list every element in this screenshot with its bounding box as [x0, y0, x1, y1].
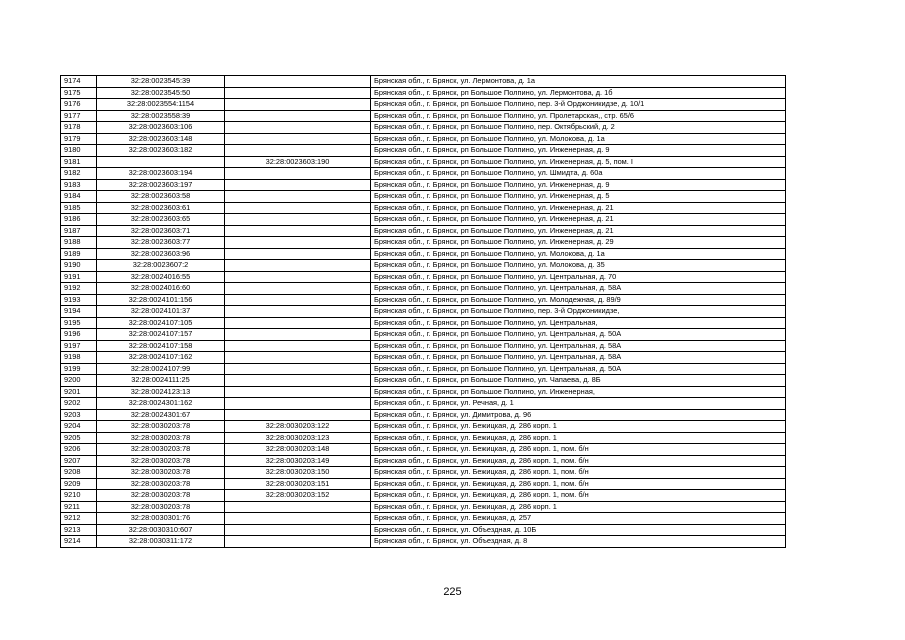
- cadastral-number-cell: 32:28:0030203:78: [97, 455, 225, 467]
- row-number-cell: 9193: [61, 294, 97, 306]
- address-cell: Брянская обл., г. Брянск, рп Большое Полпино, ул. Центральная,: [371, 317, 786, 329]
- address-cell: Брянская обл., г. Брянск, ул. Бежицкая, д. 286 корп. 1, пом. б/н: [371, 455, 786, 467]
- table-row: [61, 409, 786, 421]
- table-row: [61, 306, 786, 318]
- cadastral-number-cell: 32:28:0024123:13: [97, 386, 225, 398]
- parent-cadastral-number-cell: [225, 225, 371, 237]
- table-row: [61, 179, 786, 191]
- parent-cadastral-number-cell: [225, 524, 371, 536]
- parent-cadastral-number-cell: [225, 386, 371, 398]
- row-number-cell: 9176: [61, 99, 97, 111]
- cadastral-number-cell: 32:28:0023603:194: [97, 168, 225, 180]
- address-cell: Брянская обл., г. Брянск, ул. Бежицкая, д. 286 корп. 1, пом. б/н: [371, 467, 786, 479]
- row-number-cell: 9195: [61, 317, 97, 329]
- row-number-cell: 9192: [61, 283, 97, 295]
- table-row: [61, 501, 786, 513]
- cadastral-number-cell: 32:28:0030301:76: [97, 513, 225, 525]
- parent-cadastral-number-cell: [225, 110, 371, 122]
- row-number-cell: 9186: [61, 214, 97, 226]
- cadastral-number-cell: 32:28:0030203:78: [97, 421, 225, 433]
- parent-cadastral-number-cell: [225, 329, 371, 341]
- address-cell: Брянская обл., г. Брянск, рп Большое Полпино, пер. 3-й Орджоникидзе, д. 10/1: [371, 99, 786, 111]
- row-number-cell: 9210: [61, 490, 97, 502]
- address-cell: Брянская обл., г. Брянск, рп Большое Полпино, ул. Инженерная, д. 21: [371, 202, 786, 214]
- cadastral-number-cell: 32:28:0024107:162: [97, 352, 225, 364]
- address-cell: Брянская обл., г. Брянск, ул. Бежицкая, д. 286 корп. 1: [371, 421, 786, 433]
- cadastral-number-cell: 32:28:0030203:78: [97, 444, 225, 456]
- cadastral-number-cell: 32:28:0023603:106: [97, 122, 225, 134]
- table-row: [61, 317, 786, 329]
- address-cell: Брянская обл., г. Брянск, ул. Объездная, д. 8: [371, 536, 786, 548]
- table-row: [61, 99, 786, 111]
- address-cell: Брянская обл., г. Брянск, рп Большое Полпино, пер. 3-й Орджоникидзе,: [371, 306, 786, 318]
- address-cell: Брянская обл., г. Брянск, рп Большое Полпино, ул. Лермонтова, д. 1б: [371, 87, 786, 99]
- row-number-cell: 9191: [61, 271, 97, 283]
- cadastral-number-cell: 32:28:0024111:25: [97, 375, 225, 387]
- parent-cadastral-number-cell: [225, 179, 371, 191]
- address-cell: Брянская обл., г. Брянск, рп Большое Полпино, ул. Молокова, д. 35: [371, 260, 786, 272]
- table-row: [61, 386, 786, 398]
- parent-cadastral-number-cell: [225, 87, 371, 99]
- address-cell: Брянская обл., г. Брянск, рп Большое Полпино, ул. Инженерная, д. 21: [371, 214, 786, 226]
- cadastral-number-cell: 32:28:0023603:197: [97, 179, 225, 191]
- table-row: [61, 340, 786, 352]
- row-number-cell: 9182: [61, 168, 97, 180]
- parent-cadastral-number-cell: [225, 306, 371, 318]
- cadastral-number-cell: 32:28:0023545:50: [97, 87, 225, 99]
- table-row: [61, 398, 786, 410]
- row-number-cell: 9178: [61, 122, 97, 134]
- row-number-cell: 9175: [61, 87, 97, 99]
- address-cell: Брянская обл., г. Брянск, рп Большое Полпино, ул. Чапаева, д. 8Б: [371, 375, 786, 387]
- cadastral-number-cell: 32:28:0023554:1154: [97, 99, 225, 111]
- address-cell: Брянская обл., г. Брянск, рп Большое Полпино, ул. Инженерная, д. 21: [371, 225, 786, 237]
- parent-cadastral-number-cell: [225, 398, 371, 410]
- parent-cadastral-number-cell: [225, 294, 371, 306]
- table-row: [61, 536, 786, 548]
- table-row: [61, 444, 786, 456]
- cadastral-number-cell: 32:28:0024107:99: [97, 363, 225, 375]
- parent-cadastral-number-cell: [225, 352, 371, 364]
- table-row: [61, 467, 786, 479]
- table-row: [61, 329, 786, 341]
- parent-cadastral-number-cell: [225, 501, 371, 513]
- row-number-cell: 9183: [61, 179, 97, 191]
- address-cell: Брянская обл., г. Брянск, рп Большое Полпино, ул. Центральная, д. 50А: [371, 363, 786, 375]
- table-row: [61, 110, 786, 122]
- table-row: [61, 214, 786, 226]
- cadastral-number-cell: 32:28:0030311:172: [97, 536, 225, 548]
- table-row: [61, 225, 786, 237]
- row-number-cell: 9201: [61, 386, 97, 398]
- row-number-cell: 9196: [61, 329, 97, 341]
- cadastral-number-cell: 32:28:0023603:65: [97, 214, 225, 226]
- address-cell: Брянская обл., г. Брянск, рп Большое Полпино, ул. Инженерная, д. 5, пом. I: [371, 156, 786, 168]
- parent-cadastral-number-cell: [225, 99, 371, 111]
- row-number-cell: 9207: [61, 455, 97, 467]
- table-row: [61, 168, 786, 180]
- address-cell: Брянская обл., г. Брянск, рп Большое Полпино, ул. Центральная, д. 50А: [371, 329, 786, 341]
- register-table-body: [61, 76, 786, 548]
- cadastral-number-cell: 32:28:0024107:157: [97, 329, 225, 341]
- row-number-cell: 9198: [61, 352, 97, 364]
- row-number-cell: 9209: [61, 478, 97, 490]
- address-cell: Брянская обл., г. Брянск, рп Большое Полпино, ул. Центральная, д. 70: [371, 271, 786, 283]
- row-number-cell: 9181: [61, 156, 97, 168]
- cadastral-number-cell: 32:28:0030203:78: [97, 478, 225, 490]
- table-row: [61, 156, 786, 168]
- parent-cadastral-number-cell: 32:28:0030203:149: [225, 455, 371, 467]
- table-row: [61, 352, 786, 364]
- cadastral-number-cell: 32:28:0023607:2: [97, 260, 225, 272]
- row-number-cell: 9174: [61, 76, 97, 88]
- table-row: [61, 375, 786, 387]
- parent-cadastral-number-cell: [225, 363, 371, 375]
- parent-cadastral-number-cell: [225, 283, 371, 295]
- parent-cadastral-number-cell: [225, 237, 371, 249]
- parent-cadastral-number-cell: [225, 202, 371, 214]
- address-cell: Брянская обл., г. Брянск, ул. Бежицкая, д. 286 корп. 1, пом. б/н: [371, 478, 786, 490]
- table-row: [61, 271, 786, 283]
- parent-cadastral-number-cell: [225, 122, 371, 134]
- row-number-cell: 9179: [61, 133, 97, 145]
- table-row: [61, 133, 786, 145]
- cadastral-number-cell: 32:28:0030203:78: [97, 467, 225, 479]
- address-cell: Брянская обл., г. Брянск, рп Большое Полпино, ул. Пролетарская,, стр. 65/6: [371, 110, 786, 122]
- cadastral-number-cell: 32:28:0023603:58: [97, 191, 225, 203]
- parent-cadastral-number-cell: 32:28:0030203:122: [225, 421, 371, 433]
- address-cell: Брянская обл., г. Брянск, рп Большое Полпино, ул. Инженерная, д. 29: [371, 237, 786, 249]
- parent-cadastral-number-cell: [225, 536, 371, 548]
- address-cell: Брянская обл., г. Брянск, ул. Бежицкая, д. 286 корп. 1: [371, 432, 786, 444]
- cadastral-number-cell: 32:28:0030203:78: [97, 432, 225, 444]
- cadastral-number-cell: 32:28:0023603:61: [97, 202, 225, 214]
- parent-cadastral-number-cell: [225, 317, 371, 329]
- row-number-cell: 9190: [61, 260, 97, 272]
- parent-cadastral-number-cell: [225, 340, 371, 352]
- cadastral-number-cell: 32:28:0030203:78: [97, 501, 225, 513]
- row-number-cell: 9194: [61, 306, 97, 318]
- table-row: [61, 260, 786, 272]
- parent-cadastral-number-cell: [225, 248, 371, 260]
- address-cell: Брянская обл., г. Брянск, ул. Объездная, д. 10Б: [371, 524, 786, 536]
- row-number-cell: 9177: [61, 110, 97, 122]
- table-row: [61, 202, 786, 214]
- table-row: [61, 524, 786, 536]
- parent-cadastral-number-cell: [225, 260, 371, 272]
- address-cell: Брянская обл., г. Брянск, рп Большое Полпино, ул. Центральная, д. 58А: [371, 352, 786, 364]
- address-cell: Брянская обл., г. Брянск, рп Большое Полпино, ул. Центральная, д. 58А: [371, 283, 786, 295]
- row-number-cell: 9206: [61, 444, 97, 456]
- address-cell: Брянская обл., г. Брянск, ул. Лермонтова, д. 1а: [371, 76, 786, 88]
- table-row: [61, 191, 786, 203]
- cadastral-number-cell: 32:28:0023558:39: [97, 110, 225, 122]
- cadastral-number-cell: 32:28:0024107:158: [97, 340, 225, 352]
- table-row: [61, 283, 786, 295]
- table-row: [61, 294, 786, 306]
- parent-cadastral-number-cell: [225, 375, 371, 387]
- cadastral-number-cell: 32:28:0024101:37: [97, 306, 225, 318]
- row-number-cell: 9205: [61, 432, 97, 444]
- row-number-cell: 9184: [61, 191, 97, 203]
- row-number-cell: 9187: [61, 225, 97, 237]
- cadastral-number-cell: 32:28:0023603:148: [97, 133, 225, 145]
- cadastral-number-cell: [97, 156, 225, 168]
- table-row: [61, 76, 786, 88]
- address-cell: Брянская обл., г. Брянск, рп Большое Полпино, ул. Инженерная,: [371, 386, 786, 398]
- parent-cadastral-number-cell: [225, 133, 371, 145]
- row-number-cell: 9199: [61, 363, 97, 375]
- cadastral-number-cell: 32:28:0023603:182: [97, 145, 225, 157]
- row-number-cell: 9185: [61, 202, 97, 214]
- address-cell: Брянская обл., г. Брянск, рп Большое Полпино, ул. Инженерная, д. 5: [371, 191, 786, 203]
- cadastral-number-cell: 32:28:0024107:105: [97, 317, 225, 329]
- table-row: [61, 513, 786, 525]
- table-row: [61, 432, 786, 444]
- parent-cadastral-number-cell: [225, 513, 371, 525]
- table-row: [61, 248, 786, 260]
- property-register-table: [60, 75, 786, 548]
- address-cell: Брянская обл., г. Брянск, ул. Речная, д. 1: [371, 398, 786, 410]
- cadastral-number-cell: 32:28:0024301:67: [97, 409, 225, 421]
- address-cell: Брянская обл., г. Брянск, ул. Бежицкая, д. 286 корп. 1: [371, 501, 786, 513]
- address-cell: Брянская обл., г. Брянск, ул. Бежицкая, д. 286 корп. 1, пом. б/н: [371, 444, 786, 456]
- parent-cadastral-number-cell: 32:28:0030203:151: [225, 478, 371, 490]
- table-row: [61, 421, 786, 433]
- table-row: [61, 478, 786, 490]
- address-cell: Брянская обл., г. Брянск, ул. Бежицкая, д. 286 корп. 1, пом. б/н: [371, 490, 786, 502]
- row-number-cell: 9212: [61, 513, 97, 525]
- table-row: [61, 122, 786, 134]
- cadastral-number-cell: 32:28:0030203:78: [97, 490, 225, 502]
- table-row: [61, 490, 786, 502]
- table-row: [61, 455, 786, 467]
- address-cell: Брянская обл., г. Брянск, ул. Бежицкая, д. 257: [371, 513, 786, 525]
- table-row: [61, 237, 786, 249]
- cadastral-number-cell: 32:28:0024101:156: [97, 294, 225, 306]
- parent-cadastral-number-cell: [225, 168, 371, 180]
- parent-cadastral-number-cell: [225, 271, 371, 283]
- parent-cadastral-number-cell: 32:28:0030203:123: [225, 432, 371, 444]
- parent-cadastral-number-cell: [225, 409, 371, 421]
- cadastral-number-cell: 32:28:0023545:39: [97, 76, 225, 88]
- cadastral-number-cell: 32:28:0024016:60: [97, 283, 225, 295]
- row-number-cell: 9180: [61, 145, 97, 157]
- parent-cadastral-number-cell: 32:28:0030203:148: [225, 444, 371, 456]
- cadastral-number-cell: 32:28:0024301:162: [97, 398, 225, 410]
- parent-cadastral-number-cell: 32:28:0030203:152: [225, 490, 371, 502]
- row-number-cell: 9204: [61, 421, 97, 433]
- parent-cadastral-number-cell: [225, 145, 371, 157]
- cadastral-number-cell: 32:28:0023603:96: [97, 248, 225, 260]
- row-number-cell: 9211: [61, 501, 97, 513]
- address-cell: Брянская обл., г. Брянск, ул. Димитрова, д. 96: [371, 409, 786, 421]
- address-cell: Брянская обл., г. Брянск, рп Большое Полпино, пер. Октябрьский, д. 2: [371, 122, 786, 134]
- address-cell: Брянская обл., г. Брянск, рп Большое Полпино, ул. Молокова, д. 1а: [371, 248, 786, 260]
- row-number-cell: 9214: [61, 536, 97, 548]
- parent-cadastral-number-cell: 32:28:0030203:150: [225, 467, 371, 479]
- parent-cadastral-number-cell: [225, 214, 371, 226]
- address-cell: Брянская обл., г. Брянск, рп Большое Полпино, ул. Шмидта, д. 60а: [371, 168, 786, 180]
- address-cell: Брянская обл., г. Брянск, рп Большое Полпино, ул. Молодежная, д. 89/9: [371, 294, 786, 306]
- address-cell: Брянская обл., г. Брянск, рп Большое Полпино, ул. Центральная, д. 58А: [371, 340, 786, 352]
- parent-cadastral-number-cell: [225, 76, 371, 88]
- parent-cadastral-number-cell: 32:28:0023603:190: [225, 156, 371, 168]
- cadastral-number-cell: 32:28:0024016:55: [97, 271, 225, 283]
- row-number-cell: 9213: [61, 524, 97, 536]
- parent-cadastral-number-cell: [225, 191, 371, 203]
- row-number-cell: 9189: [61, 248, 97, 260]
- row-number-cell: 9188: [61, 237, 97, 249]
- row-number-cell: 9208: [61, 467, 97, 479]
- row-number-cell: 9202: [61, 398, 97, 410]
- row-number-cell: 9203: [61, 409, 97, 421]
- cadastral-number-cell: 32:28:0023603:71: [97, 225, 225, 237]
- table-row: [61, 363, 786, 375]
- table-row: [61, 145, 786, 157]
- row-number-cell: 9197: [61, 340, 97, 352]
- address-cell: Брянская обл., г. Брянск, рп Большое Полпино, ул. Молокова, д. 1а: [371, 133, 786, 145]
- address-cell: Брянская обл., г. Брянск, рп Большое Полпино, ул. Инженерная, д. 9: [371, 145, 786, 157]
- cadastral-number-cell: 32:28:0030310:607: [97, 524, 225, 536]
- table-row: [61, 87, 786, 99]
- address-cell: Брянская обл., г. Брянск, рп Большое Полпино, ул. Инженерная, д. 9: [371, 179, 786, 191]
- row-number-cell: 9200: [61, 375, 97, 387]
- page-number: 225: [443, 586, 462, 598]
- cadastral-number-cell: 32:28:0023603:77: [97, 237, 225, 249]
